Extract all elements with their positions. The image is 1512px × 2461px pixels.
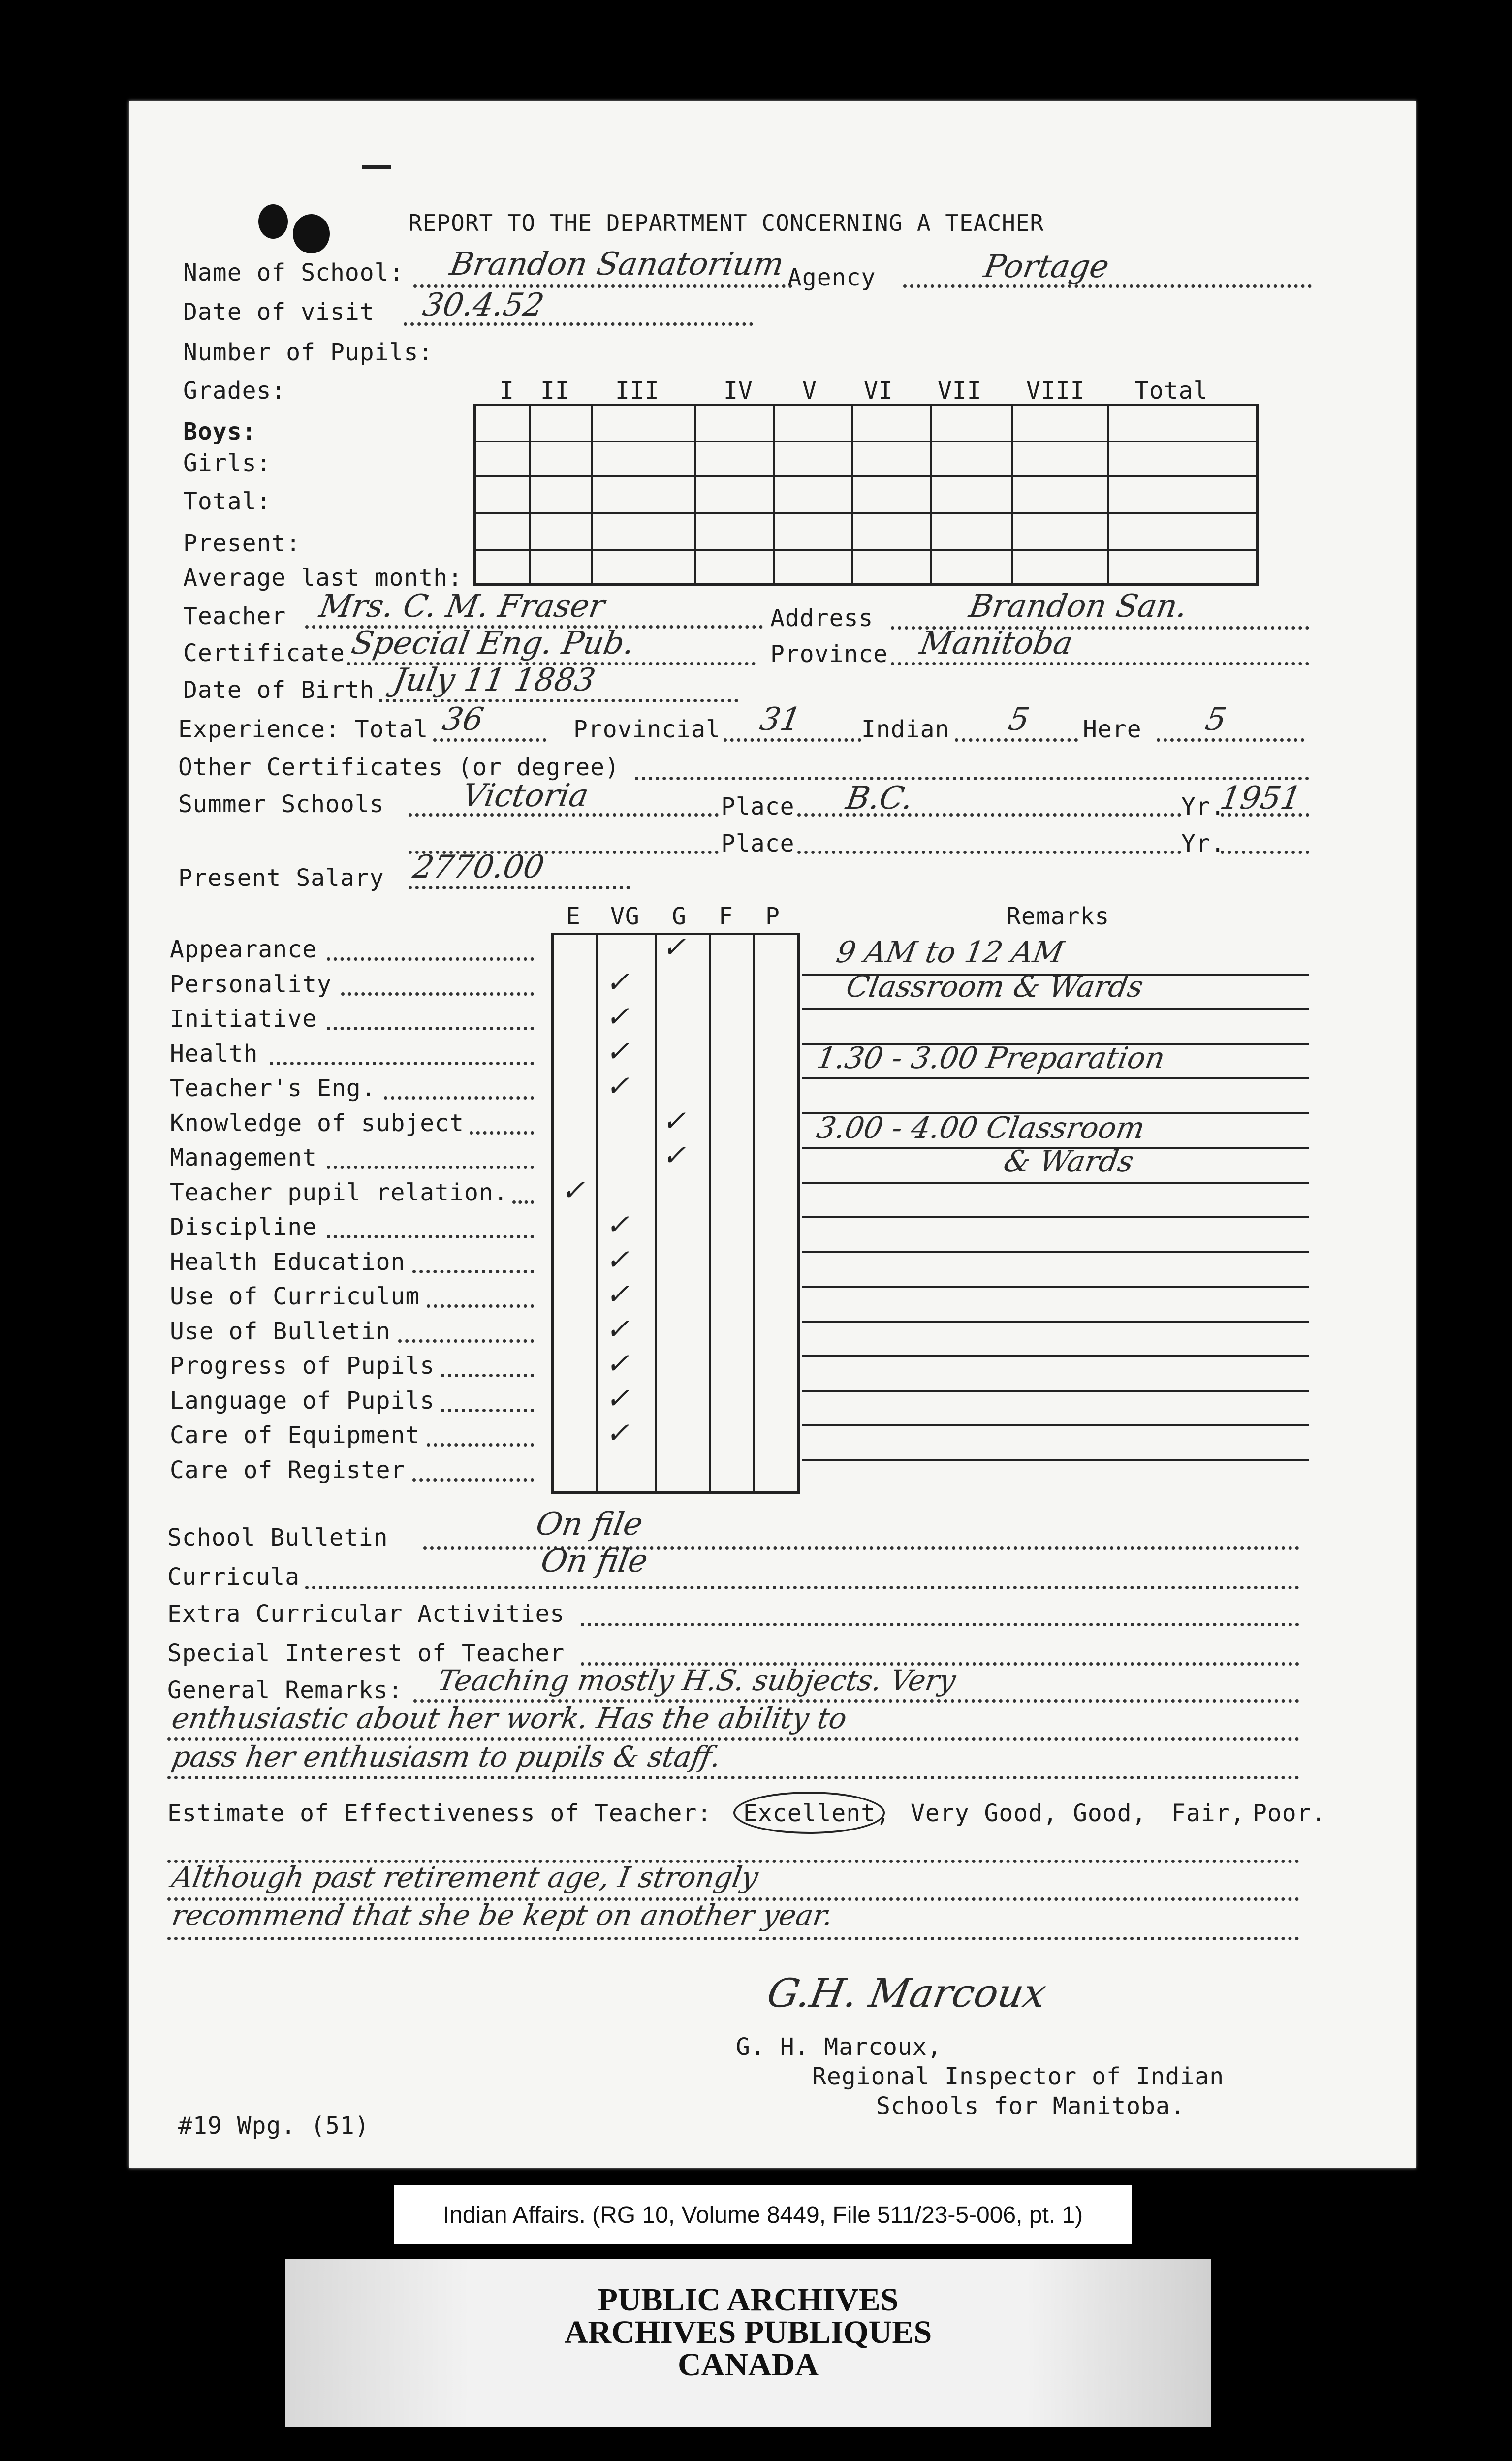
remarks-line (802, 1355, 1309, 1357)
remarks-line (802, 1390, 1309, 1392)
archive-stamp (285, 2259, 1211, 2427)
archive-caption: Indian Affairs. (RG 10, Volume 8449, File 511/23-5-006, pt. 1) (394, 2185, 1132, 2244)
remarks-line (802, 1216, 1309, 1218)
check-mark: ✓ (605, 1000, 630, 1033)
remarks-header: Remarks (1007, 903, 1110, 930)
grid-line (1011, 404, 1013, 586)
rating-label: Teacher pupil relation. (170, 1179, 508, 1206)
grid-line (655, 933, 657, 1494)
ratings-grid (551, 930, 800, 1494)
row-label-boys: Boys: (183, 418, 257, 445)
remarks-line (802, 1077, 1309, 1079)
dotted-line (1157, 738, 1304, 742)
rating-header-F: F (719, 903, 733, 930)
dotted-leader (341, 992, 534, 996)
dotted-leader (327, 1166, 534, 1169)
dotted-line (167, 1937, 1299, 1940)
yr-label: Yr. (1181, 793, 1226, 820)
circled-selection (733, 1792, 885, 1834)
estimate-label: Estimate of Effectiveness of Teacher: (167, 1799, 712, 1827)
rating-label: Care of Register (170, 1456, 406, 1484)
estimate-good: Good, (1073, 1799, 1147, 1827)
estimate-fair: Fair, (1171, 1799, 1245, 1827)
school-bulletin-handwritten: On file (533, 1506, 646, 1543)
ink-blot (258, 204, 288, 239)
yr-handwritten: 1951 (1217, 780, 1304, 817)
check-mark: ✓ (662, 1138, 686, 1172)
dotted-line (409, 886, 630, 889)
rating-header-VG: VG (610, 903, 640, 930)
curricula-handwritten: On file (538, 1543, 651, 1579)
remarks-line (802, 1251, 1309, 1253)
grid-line (773, 404, 775, 586)
rating-label: Initiative (170, 1005, 317, 1033)
dotted-line (891, 662, 1309, 665)
row-label-girls: Girls: (183, 449, 272, 477)
grid-line (596, 933, 598, 1494)
rating-header-G: G (672, 903, 687, 930)
dotted-leader (412, 1478, 534, 1482)
rating-header-E: E (566, 903, 581, 930)
summer-handwritten: Victoria (459, 778, 592, 814)
teacher-label: Teacher (183, 602, 286, 630)
dotted-line (724, 738, 861, 742)
grade-header-III: III (615, 377, 660, 405)
date-visit-label: Date of visit (183, 298, 375, 326)
row-label-average: Average last month: (183, 564, 463, 592)
dotted-leader (412, 1270, 534, 1273)
dob-handwritten: July 11 1883 (390, 662, 598, 698)
dotted-line (635, 777, 1309, 780)
estimate-excellent: Excellent, (743, 1799, 890, 1827)
grid-line (1107, 404, 1109, 586)
check-mark: ✓ (605, 1035, 630, 1068)
grade-header-VIII: VIII (1026, 377, 1085, 405)
rating-label: Use of Bulletin (170, 1318, 391, 1345)
remarks-line (802, 1424, 1309, 1426)
grid-line (930, 404, 932, 586)
inspector-name: G. H. Marcoux, (736, 2033, 942, 2061)
rating-label: Use of Curriculum (170, 1283, 420, 1310)
dotted-line (1221, 851, 1309, 854)
dotted-leader (427, 1304, 534, 1308)
dotted-line (305, 1586, 1299, 1589)
dotted-line (379, 699, 738, 702)
place2-label: Place (721, 830, 795, 857)
inspector-signature: G.H. Marcoux (763, 1970, 1050, 2016)
dotted-leader (327, 957, 534, 961)
dotted-line (903, 284, 1312, 288)
grades-label: Grades: (183, 377, 286, 405)
experience-total-handwritten: 36 (440, 701, 486, 738)
agency-label: Agency (788, 264, 876, 291)
grade-header-VI: VI (864, 377, 893, 405)
stamp-line-1: PUBLIC ARCHIVES (598, 2282, 899, 2318)
dotted-leader (327, 1027, 534, 1030)
remark-2: Classroom & Wards (843, 970, 1146, 1004)
provincial-handwritten: 31 (757, 701, 804, 738)
province-label: Province (770, 640, 888, 668)
remark-1: 9 AM to 12 AM (833, 935, 1067, 970)
rating-header-P: P (765, 903, 780, 930)
ink-blot (293, 214, 330, 253)
experience-label: Experience: Total (178, 716, 429, 743)
remark-5: & Wards (1001, 1144, 1136, 1179)
dotted-leader (470, 1131, 534, 1135)
remarks-line (802, 1182, 1309, 1184)
school-bulletin-label: School Bulletin (167, 1524, 388, 1551)
certificate-label: Certificate (183, 639, 345, 667)
form-title: REPORT TO THE DEPARTMENT CONCERNING A TEACHER (409, 210, 1044, 236)
check-mark: ✓ (662, 1104, 686, 1137)
row-label-present: Present: (183, 530, 301, 557)
grid-line (591, 404, 593, 586)
remarks-line (802, 1459, 1309, 1461)
general-remarks-1: Teaching mostly H.S. subjects. Very (435, 1664, 959, 1697)
salary-label: Present Salary (178, 864, 384, 892)
grid-line (753, 933, 755, 1494)
dotted-leader (270, 1062, 534, 1065)
stamp-line-2: ARCHIVES PUBLIQUES (564, 2314, 932, 2350)
remark-4: 3.00 - 4.00 Classroom (814, 1111, 1148, 1145)
inspector-title-2: Schools for Manitoba. (876, 2092, 1185, 2120)
rating-label: Health Education (170, 1248, 406, 1276)
remarks-line (802, 1008, 1309, 1010)
rating-label: Care of Equipment (170, 1421, 420, 1449)
check-mark: ✓ (605, 1416, 630, 1450)
grade-header-total: Total (1134, 377, 1208, 405)
extra-curricular-label: Extra Curricular Activities (167, 1600, 565, 1628)
dotted-line (167, 1776, 1299, 1779)
other-cert-label: Other Certificates (or degree) (178, 754, 620, 781)
grid-line (694, 404, 696, 586)
dotted-leader (427, 1443, 534, 1447)
rating-label: Knowledge of subject (170, 1109, 464, 1137)
general-remarks-label: General Remarks: (167, 1676, 403, 1704)
grade-header-V: V (802, 377, 817, 405)
estimate-very-good: Very Good, (911, 1799, 1058, 1827)
check-mark: ✓ (561, 1173, 585, 1207)
dob-label: Date of Birth (183, 676, 375, 704)
row-label-total: Total: (183, 488, 272, 515)
dotted-leader (441, 1409, 534, 1412)
check-mark: ✓ (605, 1382, 630, 1415)
summer-schools-label: Summer Schools (178, 790, 384, 818)
school-name-handwritten: Brandon Sanatorium (447, 246, 787, 283)
grade-header-I: I (500, 377, 514, 405)
check-mark: ✓ (605, 1243, 630, 1276)
certificate-handwritten: Special Eng. Pub. (348, 625, 637, 662)
dotted-leader (512, 1200, 534, 1204)
file-reference: #19 Wpg. (51) (178, 2112, 370, 2140)
indian-handwritten: 5 (1006, 701, 1033, 738)
dotted-leader (398, 1339, 534, 1343)
dotted-leader (441, 1374, 534, 1377)
dotted-line (955, 738, 1078, 742)
grid-line (529, 404, 531, 586)
remarks-line (802, 1321, 1309, 1323)
estimate-poor: Poor. (1253, 1799, 1326, 1827)
dotted-leader (327, 1235, 534, 1238)
rating-label: Health (170, 1040, 258, 1068)
rating-label: Progress of Pupils (170, 1352, 435, 1380)
number-pupils-label: Number of Pupils: (183, 339, 434, 366)
check-mark: ✓ (605, 965, 630, 999)
dotted-leader (384, 1096, 534, 1100)
check-mark: ✓ (662, 930, 686, 964)
rating-label: Personality (170, 971, 332, 998)
rating-label: Teacher's Eng. (170, 1074, 376, 1102)
curricula-label: Curricula (167, 1563, 300, 1591)
grid-line (851, 404, 853, 586)
estimate-comment-2: recommend that she be kept on another year. (169, 1898, 836, 1932)
rating-label: Language of Pupils (170, 1387, 435, 1415)
here-handwritten: 5 (1202, 701, 1229, 738)
dotted-line (581, 1623, 1299, 1626)
indian-label: Indian (861, 716, 950, 743)
place-handwritten: B.C. (843, 780, 916, 817)
date-visit-handwritten: 30.4.52 (420, 287, 547, 323)
address-handwritten: Brandon San. (966, 588, 1191, 625)
address-label: Address (770, 604, 874, 632)
check-mark: ✓ (605, 1347, 630, 1380)
remarks-line (802, 1286, 1309, 1288)
grid-line (709, 933, 711, 1494)
check-mark: ✓ (605, 1277, 630, 1311)
rating-label: Discipline (170, 1213, 317, 1241)
ink-mark (362, 165, 391, 169)
salary-handwritten: 2770.00 (410, 849, 547, 885)
special-interest-label: Special Interest of Teacher (167, 1640, 565, 1667)
general-remarks-3: pass her enthusiasm to pupils & staff. (169, 1740, 724, 1773)
check-mark: ✓ (605, 1312, 630, 1346)
place-label: Place (721, 793, 795, 820)
estimate-comment-1: Although past retirement age, I strongly (169, 1861, 761, 1894)
remark-3: 1.30 - 3.00 Preparation (814, 1041, 1168, 1075)
agency-handwritten: Portage (981, 249, 1112, 285)
province-handwritten: Manitoba (917, 625, 1076, 662)
teacher-handwritten: Mrs. C. M. Fraser (316, 588, 608, 625)
provincial-label: Provincial (573, 716, 721, 743)
grade-header-IV: IV (724, 377, 753, 405)
stamp-line-3: CANADA (678, 2347, 819, 2383)
yr2-label: Yr. (1181, 830, 1226, 857)
rating-label: Management (170, 1144, 317, 1171)
rating-label: Appearance (170, 936, 317, 963)
check-mark: ✓ (605, 1208, 630, 1241)
here-label: Here (1083, 716, 1142, 743)
check-mark: ✓ (605, 1069, 630, 1103)
dotted-line (797, 851, 1181, 854)
general-remarks-2: enthusiastic about her work. Has the ability to (169, 1702, 850, 1735)
inspector-title-1: Regional Inspector of Indian (812, 2063, 1225, 2090)
grade-header-VII: VII (938, 377, 982, 405)
name-school-label: Name of School: (183, 259, 404, 286)
dotted-line (433, 738, 546, 742)
grade-header-II: II (540, 377, 570, 405)
